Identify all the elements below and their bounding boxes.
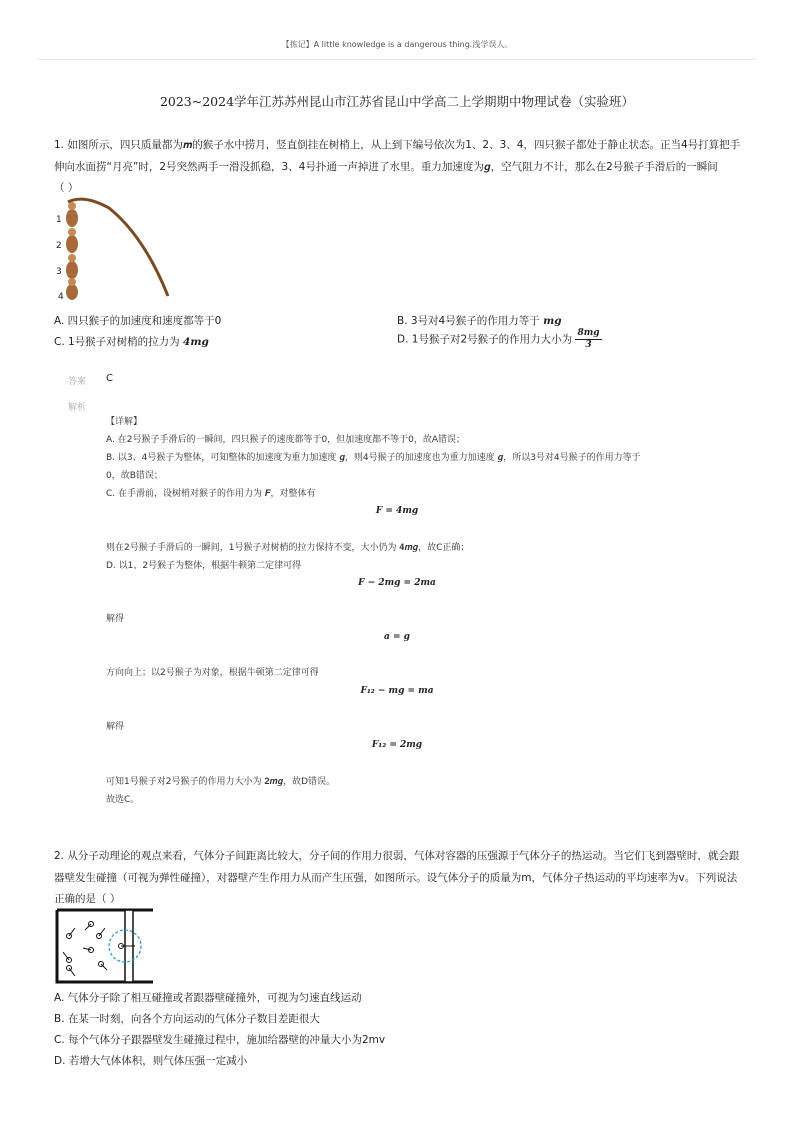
monkey-1 bbox=[66, 202, 78, 227]
answer-value: C bbox=[106, 373, 113, 384]
page-title: 2023~2024学年江苏苏州昆山市江苏省昆山中学高二上学期期中物理试卷（实验班） bbox=[159, 94, 635, 109]
equation-2: F − 2mg = 2ma bbox=[358, 578, 436, 588]
q2-option-c: C. 每个气体分子跟器壁发生碰撞过程中，施加给器壁的冲量大小为2mv bbox=[54, 1034, 386, 1046]
sol-c2: 则在2号猴子手滑后的一瞬间，1号猴子对树梢的拉力保持不变，大小仍为 𝟒𝒎𝒈，故C正确； bbox=[106, 543, 470, 553]
sol-solve-1: 解得 bbox=[106, 614, 125, 624]
q1-option-b-text: B. 3号对4号猴子的作用力等于 bbox=[397, 315, 540, 327]
q2-line2: 器壁发生碰撞（可视为弹性碰撞），对器壁产生作用力从而产生压强，如图所示。设气体分子的质量为m，气体分子热运动的平均速率为v。下列说法 bbox=[54, 872, 738, 884]
q1-option-a: A. 四只猴子的加速度和速度都等于0 bbox=[54, 315, 222, 327]
sol-heading: 【详解】 bbox=[106, 417, 143, 427]
equation-4: F₁₂ − mg = ma bbox=[360, 686, 434, 696]
q2-line3: 正确的是（ ） bbox=[54, 893, 121, 905]
q1-option-c-text: C. 1号猴子对树梢的拉力为 bbox=[54, 336, 180, 348]
equation-3: a = g bbox=[384, 632, 410, 642]
monkey-figure bbox=[54, 196, 174, 304]
q1-option-d bbox=[397, 328, 602, 351]
monkey-2 bbox=[66, 228, 78, 253]
monkey-label-3: 3 bbox=[56, 267, 62, 277]
sol-d3: 可知1号猴子对2号猴子的作用力大小为 𝟐𝒎𝒈，故D错误。 bbox=[106, 777, 336, 787]
q1-option-c bbox=[54, 334, 209, 349]
sol-d1: D. 以1、2号猴子为整体，根据牛顿第二定律可得 bbox=[106, 561, 302, 571]
q2-option-d: D. 若增大气体体积，则气体压强一定减小 bbox=[54, 1055, 248, 1067]
gas-molecules bbox=[63, 922, 135, 977]
q1-option-b bbox=[397, 313, 562, 328]
monkey-label-4: 4 bbox=[58, 292, 64, 302]
header-divider bbox=[38, 59, 756, 60]
q1-line2: 伸向水面捞“月亮”时，2号突然两手一滑没抓稳，3、4号扑通一声掉进了水里。重力加速度为𝒈，空气阻力不计，那么在2号猴子手滑后的一瞬间 bbox=[54, 161, 718, 173]
monkey-label-2: 2 bbox=[56, 241, 62, 251]
monkey-4 bbox=[66, 278, 78, 300]
fraction-denominator: 3 bbox=[585, 340, 592, 350]
answer-label: 答案 bbox=[68, 377, 87, 387]
sol-solve-2: 解得 bbox=[106, 722, 125, 732]
q2-option-b: B. 在某一时刻，向各个方向运动的气体分子数目差距很大 bbox=[54, 1013, 320, 1025]
analysis-label: 解析 bbox=[68, 403, 87, 413]
q1-line3: （ ） bbox=[54, 182, 79, 194]
gas-container-figure bbox=[55, 906, 155, 986]
sol-b1: B. 以3、4号猴子为整体，可知整体的加速度为重力加速度 𝒈，则4号猴子的加速度也为重力加速度 𝒈，所以3号对4号猴子的作用力等于 bbox=[106, 453, 641, 463]
monkey-3 bbox=[66, 254, 78, 279]
sol-final: 故选C。 bbox=[106, 795, 140, 805]
sol-c1: C. 在手滑前，设树梢对猴子的作用力为 𝑭，对整体有 bbox=[106, 489, 316, 499]
tree-branch bbox=[68, 199, 168, 296]
q1-line1: 1. 如图所示，四只质量都为𝒎的猴子水中捞月，竖直倒挂在树梢上，从上到下编号依次为1、2、3、4，四只猴子都处于静止状态。正当4号打算把手 bbox=[54, 139, 741, 151]
sol-b2: 0，故B错误； bbox=[106, 471, 163, 481]
fraction-numerator: 8mg bbox=[577, 328, 600, 338]
sol-d2: 方向向上；以2号猴子为对象，根据牛顿第二定律可得 bbox=[106, 668, 319, 678]
q1-option-d-text: D. 1号猴子对2号猴子的作用力大小为 bbox=[397, 333, 573, 346]
q1-option-b-math: mg bbox=[543, 315, 562, 327]
sol-a: A. 在2号猴子手滑后的一瞬间，四只猴子的速度都等于0，但加速度都不等于0，故A错误； bbox=[106, 435, 466, 445]
header-note: 【拣记】A little knowledge is a dangerous thing.浅学误人。 bbox=[281, 40, 513, 49]
q2-line1: 2. 从分子动理论的观点来看，气体分子间距离比较大，分子间的作用力很弱，气体对容器的压强源于气体分子的热运动。当它们飞到器壁时，就会跟 bbox=[54, 850, 740, 862]
monkey-label-1: 1 bbox=[56, 215, 62, 225]
equation-1: F = 4mg bbox=[375, 506, 419, 516]
q1-option-c-math: 4mg bbox=[183, 336, 209, 348]
q1-option-d-fraction bbox=[575, 328, 601, 351]
q2-option-a: A. 气体分子除了相互碰撞或者跟器壁碰撞外，可视为匀速直线运动 bbox=[54, 992, 362, 1004]
equation-5: F₁₂ = 2mg bbox=[371, 740, 423, 750]
